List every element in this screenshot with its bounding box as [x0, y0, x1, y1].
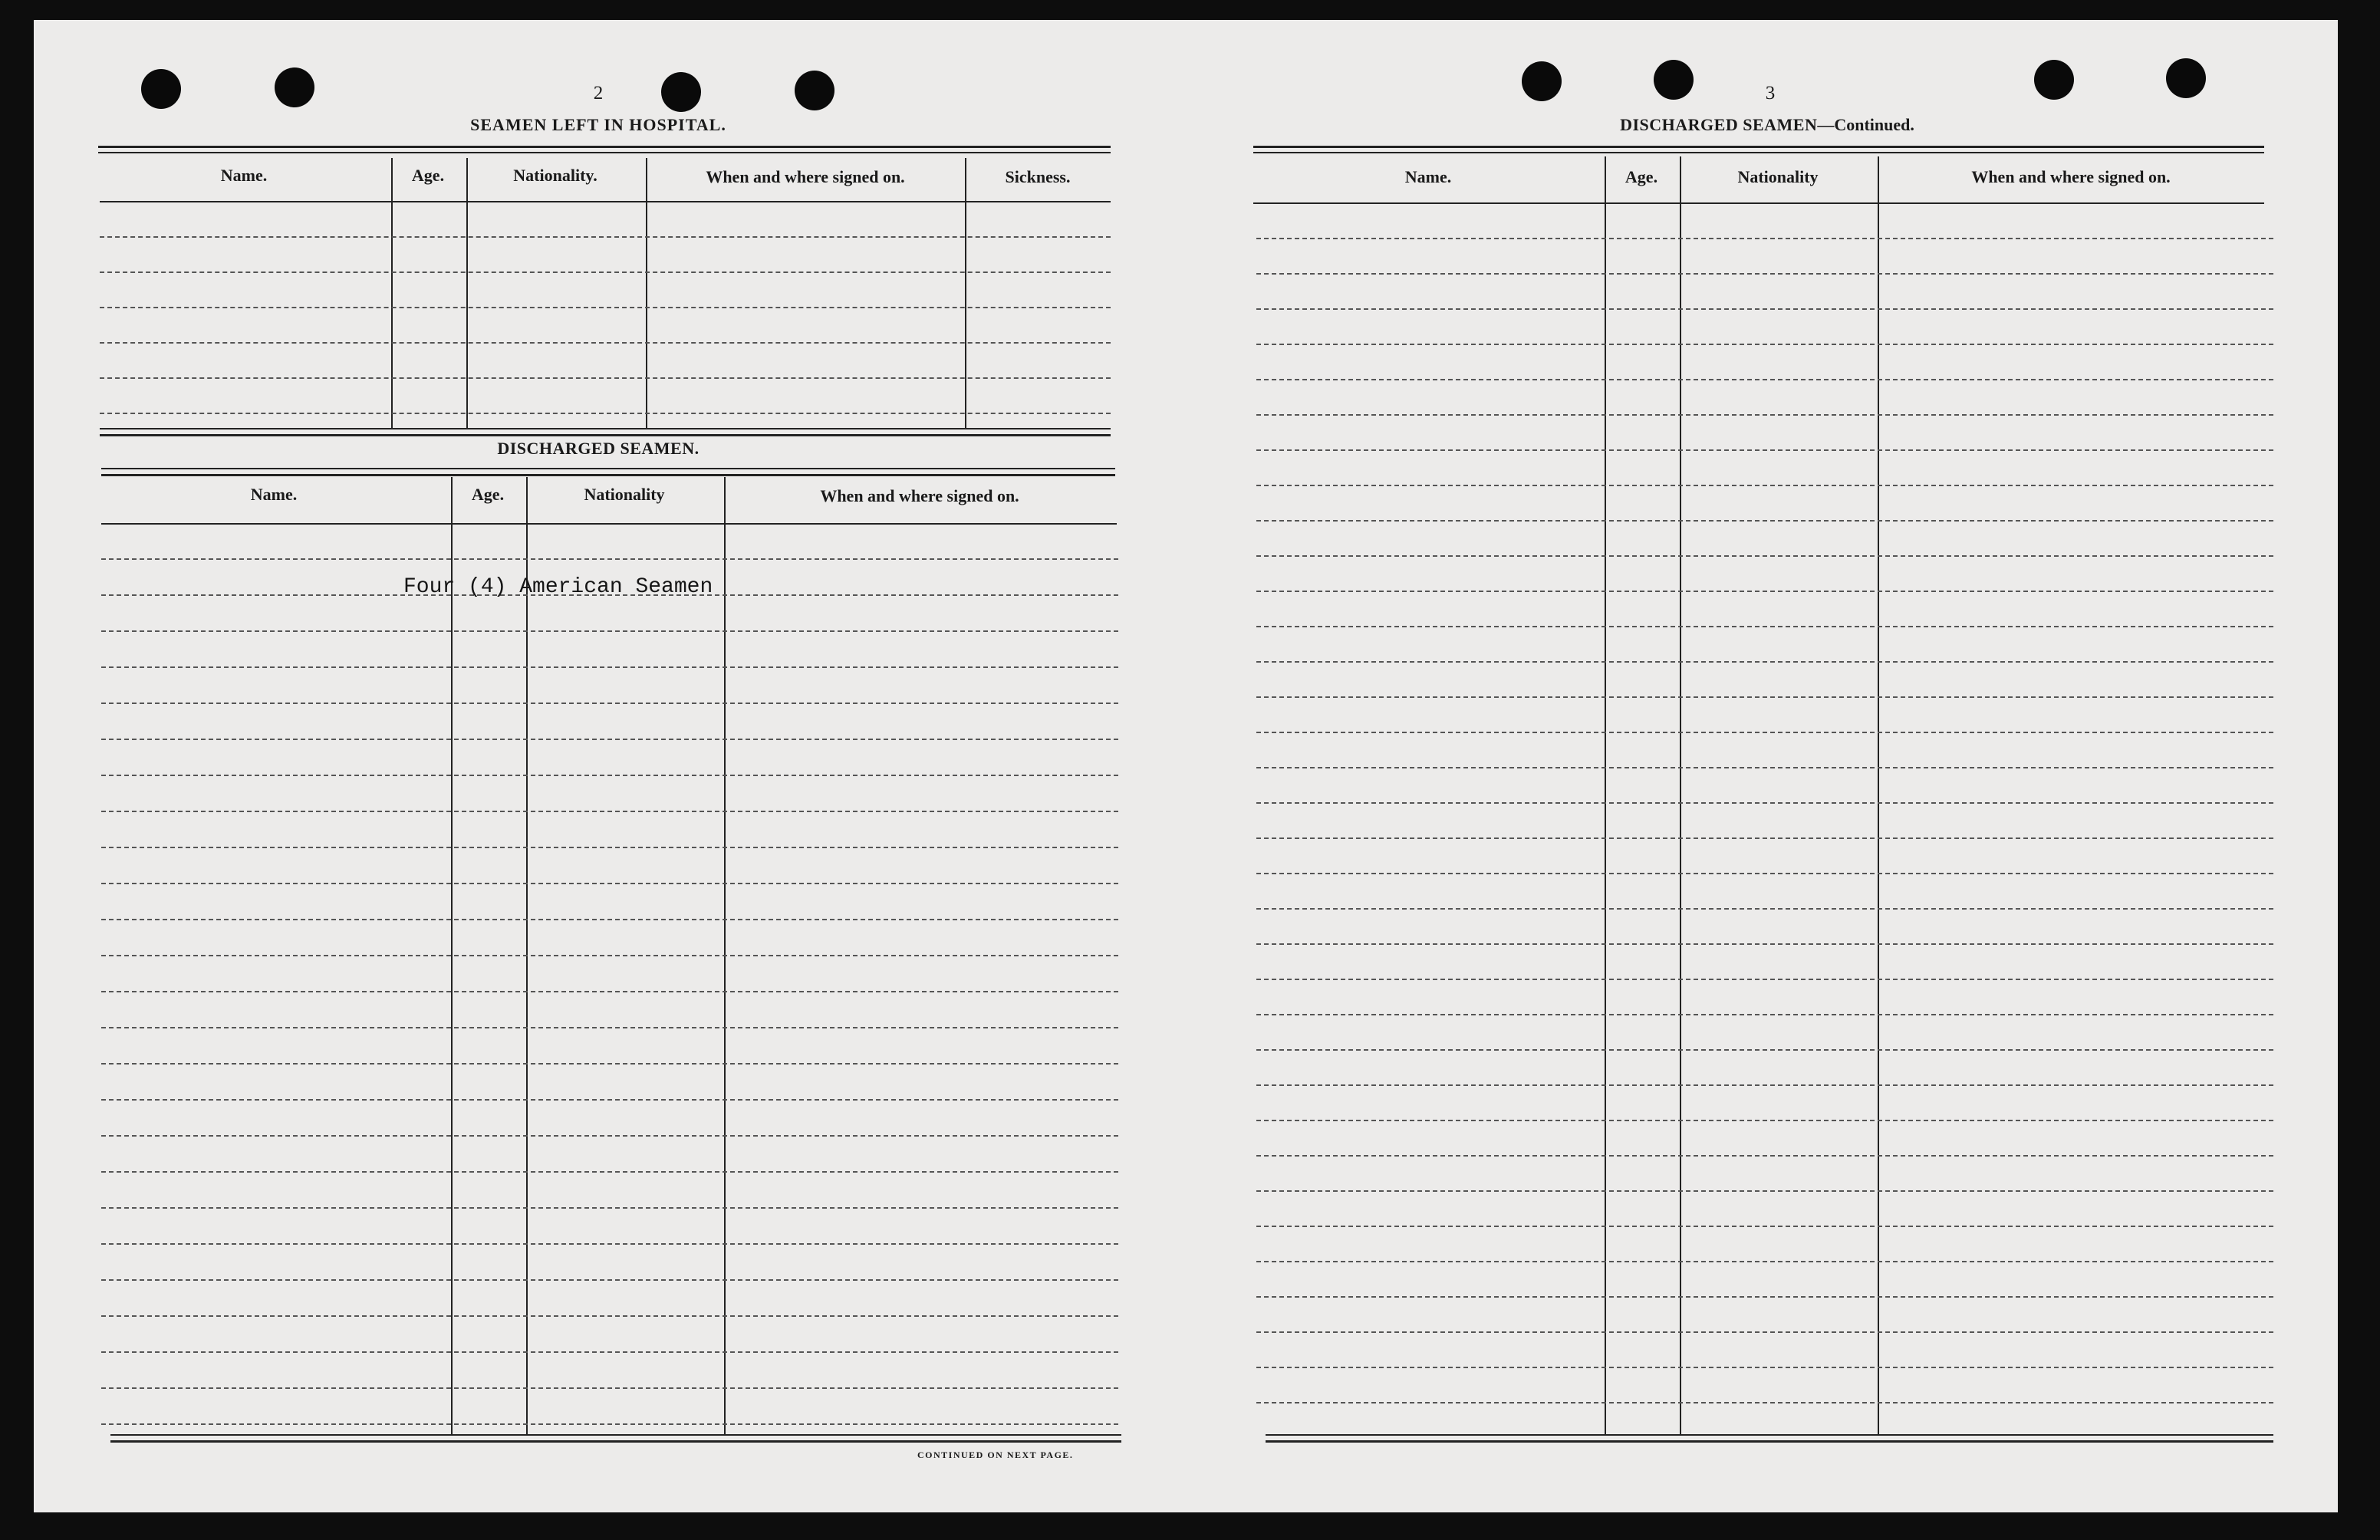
table-row [1256, 908, 2273, 910]
bottom-rule [1266, 1434, 2273, 1436]
table-row [1256, 344, 2273, 345]
column-divider [391, 158, 393, 428]
title-main: DISCHARGED SEAMEN [1620, 115, 1818, 134]
column-header-signed-on: When and where signed on. [1971, 167, 2171, 186]
column-header-signed-on: When and where signed on. [820, 486, 1019, 505]
table-row [1256, 661, 2273, 663]
column-header-name: Name. [250, 485, 298, 504]
table-row [1256, 1226, 2273, 1227]
table-row [1256, 626, 2273, 627]
punch-hole [795, 71, 834, 110]
table-row [1256, 1296, 2273, 1298]
rule [101, 474, 1115, 476]
table-row [1256, 979, 2273, 980]
table-row [100, 413, 1111, 414]
column-divider [1605, 156, 1606, 1434]
table-row [1256, 485, 2273, 486]
table-row [101, 991, 1118, 992]
table-row [101, 919, 1118, 920]
table-row [1256, 414, 2273, 416]
table-row [1256, 1049, 2273, 1051]
punch-hole [141, 69, 181, 109]
rule [98, 152, 1111, 153]
column-header-nationality: Nationality [584, 485, 665, 504]
table-row [101, 1279, 1118, 1281]
table-row [101, 1099, 1118, 1101]
column-header-age: Age. [471, 485, 505, 504]
header-underline [1253, 202, 2264, 204]
column-divider [466, 158, 468, 428]
table-row [1256, 449, 2273, 451]
table-row [1256, 1402, 2273, 1403]
table-row [1256, 696, 2273, 698]
table-row [101, 1351, 1118, 1353]
table-row [101, 1315, 1118, 1317]
column-header-nationality: Nationality. [513, 166, 597, 185]
discharged-continued-title [1537, 115, 1997, 135]
typed-entry: Four (4) American Seamen [403, 575, 713, 599]
table-row [1256, 1190, 2273, 1192]
rule [101, 468, 1115, 469]
table-row [101, 1243, 1118, 1245]
table-row [1256, 1084, 2273, 1086]
rule [1253, 152, 2264, 153]
table-row [101, 558, 1118, 560]
table-row [1256, 837, 2273, 839]
bottom-rule [110, 1440, 1121, 1443]
column-divider [646, 158, 647, 428]
table-row [101, 1027, 1118, 1028]
table-row [1256, 767, 2273, 768]
rule [98, 146, 1111, 148]
bottom-rule [1266, 1440, 2273, 1443]
bottom-rule [110, 1434, 1121, 1436]
table-row [101, 883, 1118, 884]
table-row [101, 847, 1118, 848]
table-row [101, 630, 1118, 632]
table-row [1256, 943, 2273, 945]
table-row [1256, 1155, 2273, 1157]
table-row [100, 271, 1111, 273]
table-row [1256, 555, 2273, 557]
table-row [101, 703, 1118, 704]
column-header-age: Age. [411, 166, 445, 185]
table-row [101, 1063, 1118, 1065]
table-row [101, 811, 1118, 812]
section-rule [100, 434, 1111, 436]
column-header-name: Name. [220, 166, 268, 185]
table-row [1256, 1367, 2273, 1368]
table-row [101, 1207, 1118, 1209]
table-row [1256, 732, 2273, 733]
table-row [1256, 1261, 2273, 1262]
table-row [101, 1171, 1118, 1173]
table-row [1256, 591, 2273, 592]
table-row [101, 1423, 1118, 1425]
table-row [1256, 1014, 2273, 1015]
table-row [1256, 1331, 2273, 1333]
punch-hole [2034, 60, 2074, 100]
discharged-section-title: DISCHARGED SEAMEN. [497, 439, 700, 458]
header-underline [100, 201, 1111, 202]
column-header-age: Age. [1625, 167, 1658, 186]
table-row [1256, 308, 2273, 310]
table-row [101, 666, 1118, 668]
punch-hole [2166, 58, 2206, 98]
table-row [1256, 802, 2273, 804]
punch-hole [1654, 60, 1694, 100]
document-sheet [34, 20, 2338, 1512]
column-divider [1680, 156, 1681, 1434]
title-suffix: —Continued. [1817, 115, 1914, 134]
section-rule [100, 428, 1111, 429]
table-row [1256, 379, 2273, 380]
table-row [101, 775, 1118, 776]
table-row [101, 955, 1118, 956]
table-row [1256, 1120, 2273, 1121]
continued-footnote: CONTINUED ON NEXT PAGE. [917, 1450, 1074, 1460]
table-row [1256, 238, 2273, 239]
table-row [1256, 873, 2273, 874]
page-number: 3 [1765, 83, 1776, 104]
table-row [1256, 273, 2273, 275]
table-row [1256, 520, 2273, 522]
table-row [101, 739, 1118, 740]
column-header-sickness: Sickness. [1005, 167, 1071, 186]
table-row [100, 342, 1111, 344]
punch-hole [661, 72, 701, 112]
column-divider [965, 158, 966, 428]
table-row [101, 1135, 1118, 1137]
table-row [100, 377, 1111, 379]
column-header-name: Name. [1404, 167, 1452, 186]
page-number: 2 [593, 83, 604, 104]
table-row [100, 236, 1111, 238]
header-underline [101, 523, 1117, 525]
punch-hole [1522, 61, 1562, 101]
hospital-section-title: SEAMEN LEFT IN HOSPITAL. [470, 115, 726, 134]
table-row [100, 307, 1111, 308]
column-header-nationality: Nationality [1737, 167, 1819, 186]
column-header-signed-on: When and where signed on. [706, 167, 905, 186]
column-divider [1878, 156, 1879, 1434]
table-row [101, 1387, 1118, 1389]
rule [1253, 146, 2264, 148]
punch-hole [275, 67, 314, 107]
